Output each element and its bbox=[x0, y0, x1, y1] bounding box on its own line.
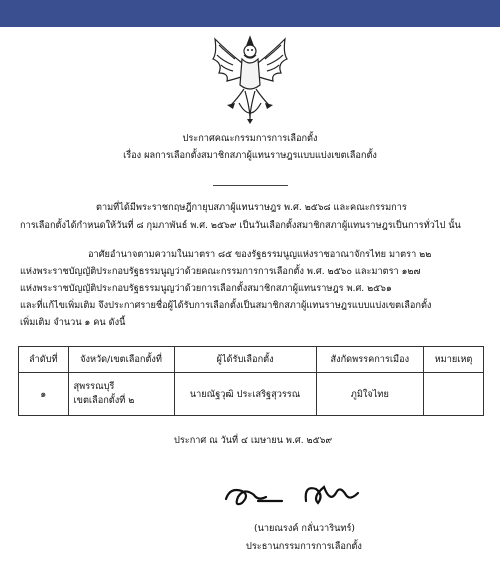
cell-province-district bbox=[68, 373, 174, 416]
header-bar bbox=[0, 0, 500, 27]
cell-party: ภูมิใจไทย bbox=[316, 373, 423, 416]
paragraph-2-line-5: เพิ่มเติม จำนวน ๑ คน ดังนี้ bbox=[20, 317, 126, 328]
table-row bbox=[19, 373, 484, 416]
cell-remark bbox=[423, 373, 483, 416]
announcement-page bbox=[8, 27, 492, 557]
paragraph-2-line-4: และที่แก้ไขเพิ่มเติม จึงประกาศรายชื่อผู้ได้รับการเลือกตั้งเป็นสมาชิกสภาผู้แทนราษฎรแบบแบ่งเขตเลือกตั้ง bbox=[20, 300, 432, 311]
results-table bbox=[18, 346, 484, 416]
header-party: สังกัดพรรคการเมือง bbox=[316, 347, 423, 373]
paragraph-1-line-2: การเลือกตั้งได้กำหนดให้วันที่ ๘ กุมภาพันธ์ พ.ศ. ๒๕๖๙ เป็นวันเลือกตั้งสมาชิกสภาผู้แทนราษฎรเป็นการทั่วไป นั้น bbox=[20, 220, 461, 231]
paragraph-1-line-1: ตามที่ได้มีพระราชกฤษฎีกายุบสภาผู้แทนราษฎร พ.ศ. ๒๕๖๘ และคณะกรรมการ bbox=[96, 202, 407, 213]
paragraph-2-line-1: อาศัยอำนาจตามความในมาตรา ๘๕ ของรัฐธรรมนูญแห่งราชอาณาจักรไทย มาตรา ๒๒ bbox=[88, 249, 432, 260]
cell-district: เขตเลือกตั้งที่ ๒ bbox=[73, 395, 135, 406]
header-province-district: จังหวัด/เขตเลือกตั้งที่ bbox=[68, 347, 174, 373]
garuda-emblem-icon bbox=[205, 33, 295, 125]
header-remark: หมายเหตุ bbox=[423, 347, 483, 373]
announcement-title: ประกาศคณะกรรมการการเลือกตั้ง bbox=[182, 133, 318, 144]
header-elected-person: ผู้ได้รับเลือกตั้ง bbox=[174, 347, 316, 373]
cell-elected-person: นายณัฐวุฒิ ประเสริฐสุวรรณ bbox=[174, 373, 316, 416]
table-header-row bbox=[19, 347, 484, 373]
announcement-date: ประกาศ ณ วันที่ ๔ เมษายน พ.ศ. ๒๕๖๙ bbox=[174, 435, 333, 446]
paragraph-2-line-3: แห่งพระราชบัญญัติประกอบรัฐธรรมนูญว่าด้วยการเลือกตั้งสมาชิกสภาผู้แทนราษฎร พ.ศ. ๒๕๖๑ bbox=[20, 283, 392, 294]
header-order: ลำดับที่ bbox=[19, 347, 69, 373]
signer-name: (นายณรงค์ กลั่นวารินทร์) bbox=[254, 523, 355, 534]
announcement-subject: เรื่อง ผลการเลือกตั้งสมาชิกสภาผู้แทนราษฎรแบบแบ่งเขตเลือกตั้ง bbox=[123, 150, 377, 161]
handwritten-signature bbox=[220, 473, 370, 513]
cell-province: สุพรรณบุรี bbox=[73, 381, 115, 392]
paragraph-2-line-2: แห่งพระราชบัญญัติประกอบรัฐธรรมนูญว่าด้วยคณะกรรมการการเลือกตั้ง พ.ศ. ๒๕๖๐ และมาตรา ๑๒๗ bbox=[20, 266, 421, 277]
cell-order: ๑ bbox=[19, 373, 69, 416]
signer-position: ประธานกรรมการการเลือกตั้ง bbox=[246, 541, 362, 552]
separator-line bbox=[213, 185, 288, 186]
